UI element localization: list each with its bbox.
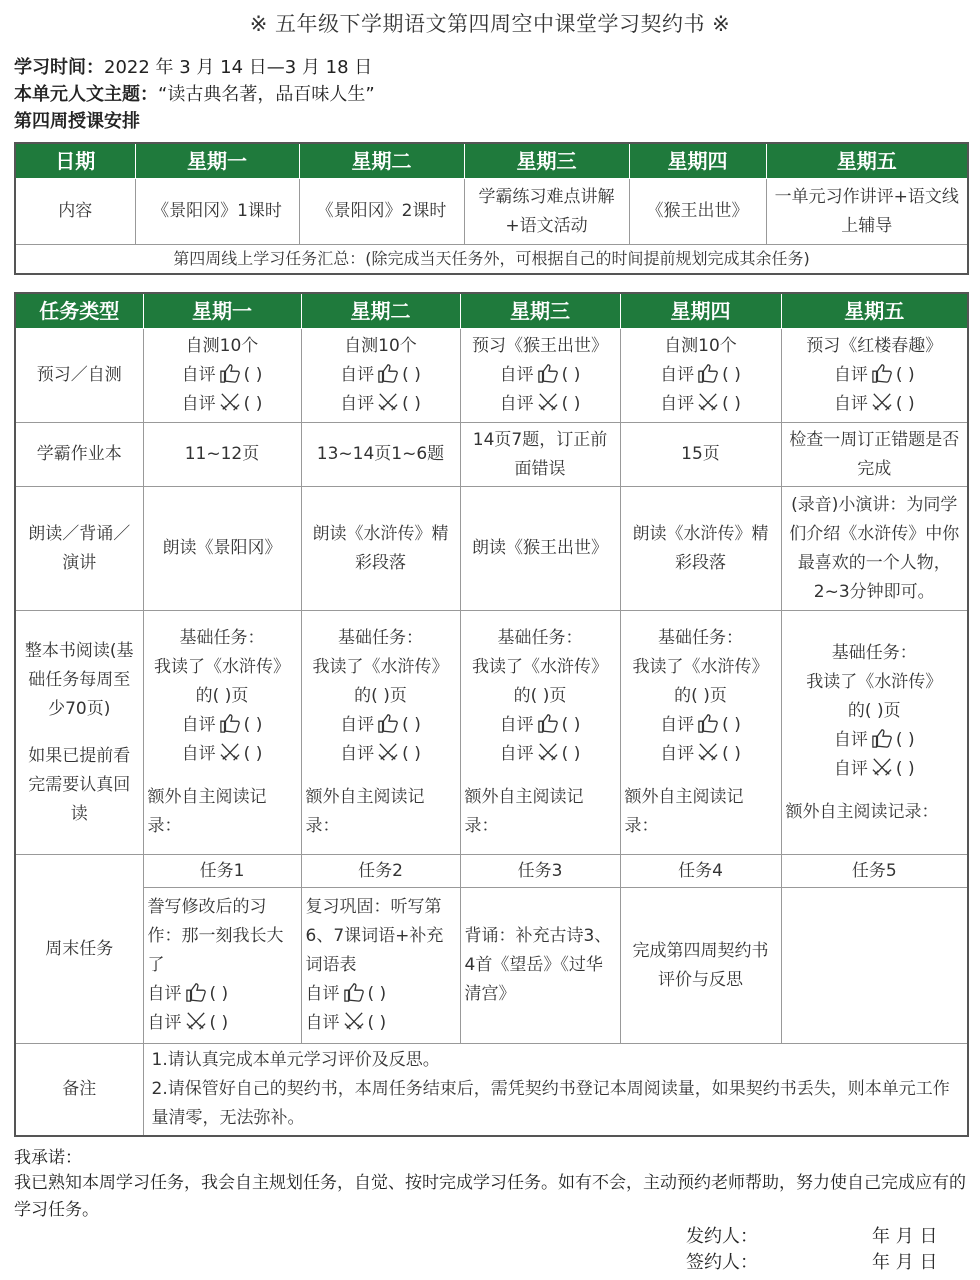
task-text: 自测10个: [664, 336, 737, 356]
read-line: 我读了《水浒传》: [806, 671, 943, 692]
read-line: 我读了《水浒传》: [154, 657, 290, 677]
thumbs-up-icon: [343, 982, 365, 1002]
thumbs-up-icon: [871, 728, 893, 748]
basic-task-label: 基础任务：: [658, 628, 743, 648]
read-line: 我读了《水浒传》: [472, 657, 608, 677]
homework-label: 学霸作业本: [15, 423, 143, 487]
thumbs-up-icon: [185, 982, 207, 1002]
tasks-header: 星期一: [143, 293, 301, 329]
page-line: 的( )页: [513, 686, 567, 706]
self-eval-thumbs: 自评 ( ): [305, 984, 387, 1004]
notes-label: 备注: [15, 1044, 143, 1136]
weekend-task-name: 任务2: [301, 855, 460, 888]
theme-value: “读古典名著，品百味人生”: [158, 84, 375, 105]
schedule-cell: 《猴王出世》: [629, 179, 766, 245]
crossed-swords-icon: [537, 392, 559, 412]
task-text: 复习巩固：听写第6、7课词语+补充词语表: [305, 897, 444, 975]
tasks-header: 星期五: [781, 293, 968, 329]
thumbs-up-icon: [537, 363, 559, 383]
self-eval-thumbs: 自评 ( ): [660, 715, 741, 735]
reading-row: [15, 487, 968, 611]
self-eval-thumbs: 自评 ( ): [833, 729, 915, 750]
self-eval-thumbs: 自评 ( ): [499, 365, 581, 385]
crossed-swords-icon: [185, 1011, 207, 1031]
task-text: 预习《猴王出世》: [472, 336, 608, 356]
reading-cell: 朗读《景阳冈》: [143, 487, 301, 611]
self-eval-cross: 自评 ( ): [181, 744, 263, 764]
crossed-swords-icon: [871, 757, 893, 777]
thumbs-up-icon: [537, 713, 559, 733]
homework-row: [15, 423, 968, 487]
page-title: ※ 五年级下学期语文第四周空中课堂学习契约书 ※: [249, 12, 731, 36]
self-eval-cross: 自评 ( ): [833, 394, 915, 414]
extra-reading-record: 额外自主阅读记录：: [147, 787, 267, 836]
extra-reading-record: 额外自主阅读记录：: [624, 787, 744, 836]
self-eval-thumbs: 自评 ( ): [181, 365, 263, 385]
preview-row: [15, 329, 968, 423]
schedule-header-row: [15, 143, 968, 179]
weekend-cell: 完成第四周契约书评价与反思: [620, 888, 781, 1044]
crossed-swords-icon: [377, 742, 399, 762]
homework-cell: 11~12页: [143, 423, 301, 487]
schedule-row-label: 内容: [15, 179, 135, 245]
notes-cell: [143, 1044, 968, 1136]
task-text: 自测10个: [344, 336, 417, 356]
pledge-label: 我承诺：: [14, 1148, 82, 1168]
thumbs-up-icon: [219, 363, 241, 383]
tasks-table: [14, 292, 969, 1137]
notes-line-2: 2.请保管好自己的契约书，本周任务结束后，需凭契约书登记本周阅读量，如果契约书丢失，则本单元工作量清零，无法弥补。: [151, 1078, 950, 1128]
book-cell: [301, 611, 460, 855]
schedule-header: 星期四: [629, 143, 766, 179]
weekend-task-name: 任务4: [620, 855, 781, 888]
weekend-task-names-row: [15, 855, 968, 888]
homework-cell: 15页: [620, 423, 781, 487]
schedule-cell: 学霸练习难点讲解+语文活动: [464, 179, 629, 245]
self-eval-cross: 自评 ( ): [499, 744, 581, 764]
preview-cell: [301, 329, 460, 423]
thumbs-up-icon: [219, 713, 241, 733]
self-eval-thumbs: 自评 ( ): [660, 365, 741, 385]
issuer-label: 发约人：: [686, 1226, 758, 1247]
crossed-swords-icon: [377, 392, 399, 412]
self-eval-cross: 自评 ( ): [660, 744, 741, 764]
tasks-header: 星期三: [460, 293, 620, 329]
self-eval-cross: 自评 ( ): [181, 394, 263, 414]
notes-line-1: 1.请认真完成本单元学习评价及反思。: [151, 1049, 440, 1070]
theme-label: 本单元人文主题：: [14, 84, 158, 105]
weekend-cell: [143, 888, 301, 1044]
self-eval-cross: 自评 ( ): [305, 1013, 387, 1033]
tasks-header: 星期二: [301, 293, 460, 329]
study-time-line: [14, 54, 372, 81]
preview-cell: [620, 329, 781, 423]
weekend-task-name: 任务1: [143, 855, 301, 888]
crossed-swords-icon: [219, 392, 241, 412]
preview-label: 预习／自测: [15, 329, 143, 423]
weekend-row: [15, 888, 968, 1044]
basic-task-label: 基础任务：: [338, 628, 423, 648]
schedule-content-row: [15, 179, 968, 245]
read-line: 我读了《水浒传》: [632, 657, 769, 677]
reading-cell: 朗读《水浒传》精彩段落: [620, 487, 781, 611]
preview-cell: [143, 329, 301, 423]
self-eval-cross: 自评 ( ): [340, 394, 421, 414]
self-eval-cross: 自评 ( ): [340, 744, 421, 764]
weekend-task-name: 任务3: [460, 855, 620, 888]
book-cell: [781, 611, 968, 855]
pledge-text: 我已熟知本周学习任务，我会自主规划任务，自觉、按时完成学习任务。如有不会，主动预约老师帮助，努力使自己完成应有的学习任务。: [14, 1173, 966, 1220]
crossed-swords-icon: [343, 1011, 365, 1031]
reading-label: 朗读／背诵／演讲: [15, 487, 143, 611]
self-eval-cross: 自评 ( ): [499, 394, 581, 414]
schedule-cell: 《景阳冈》1课时: [135, 179, 299, 245]
weekend-cell: [781, 888, 968, 1044]
thumbs-up-icon: [697, 363, 719, 383]
page-line: 的( )页: [674, 686, 727, 706]
schedule-header: 星期三: [464, 143, 629, 179]
book-cell: [460, 611, 620, 855]
schedule-cell: 一单元习作讲评+语文线上辅导: [766, 179, 968, 245]
extra-reading-record: 额外自主阅读记录：: [305, 787, 425, 836]
self-eval-cross: 自评 ( ): [660, 394, 741, 414]
schedule-header: 星期五: [766, 143, 968, 179]
schedule-summary-row: [15, 245, 968, 275]
schedule-header: 日期: [15, 143, 135, 179]
page-line: 的( )页: [195, 686, 249, 706]
basic-task-label: 基础任务：: [831, 642, 917, 663]
preview-cell: [460, 329, 620, 423]
crossed-swords-icon: [219, 742, 241, 762]
book-cell: [143, 611, 301, 855]
task-text: 自测10个: [185, 336, 259, 356]
book-label-note: 如果已提前看完需要认真回读: [28, 745, 131, 824]
thumbs-up-icon: [871, 363, 893, 383]
task-text: 预习《红楼春趣》: [806, 336, 943, 356]
issuer-date: 年 月 日: [872, 1226, 938, 1247]
book-label-main: 整本书阅读(基础任务每周至少70页): [24, 640, 134, 719]
reading-cell: 朗读《猴王出世》: [460, 487, 620, 611]
self-eval-thumbs: 自评 ( ): [499, 715, 581, 735]
theme-line: [14, 81, 375, 108]
self-eval-cross: 自评 ( ): [833, 758, 915, 779]
homework-cell: 检查一周订正错题是否完成: [781, 423, 968, 487]
study-time-label: 学习时间：: [14, 57, 104, 78]
homework-cell: 13~14页1~6题: [301, 423, 460, 487]
task-text: 誊写修改后的习作：那一刻我长大了: [147, 897, 284, 975]
crossed-swords-icon: [697, 742, 719, 762]
read-line: 我读了《水浒传》: [312, 657, 449, 677]
weekend-task-name: 任务5: [781, 855, 968, 888]
homework-cell: 14页7题，订正前面错误: [460, 423, 620, 487]
crossed-swords-icon: [871, 392, 893, 412]
self-eval-thumbs: 自评 ( ): [340, 715, 421, 735]
study-time-value: 2022 年 3 月 14 日—3 月 18 日: [104, 57, 373, 78]
crossed-swords-icon: [537, 742, 559, 762]
tasks-header: 星期四: [620, 293, 781, 329]
self-eval-thumbs: 自评 ( ): [833, 365, 915, 385]
schedule-heading: 第四周授课安排: [14, 111, 140, 132]
basic-task-label: 基础任务：: [497, 628, 583, 648]
book-row: [15, 611, 968, 855]
crossed-swords-icon: [697, 392, 719, 412]
weekend-cell: 背诵：补充古诗3、4首《望岳》《过华清宫》: [460, 888, 620, 1044]
weekend-cell: [301, 888, 460, 1044]
self-eval-thumbs: 自评 ( ): [340, 365, 421, 385]
page-line: 的( )页: [354, 686, 407, 706]
weekend-label: 周末任务: [15, 855, 143, 1044]
reading-cell: 朗读《水浒传》精彩段落: [301, 487, 460, 611]
schedule-summary: 第四周线上学习任务汇总：(除完成当天任务外，可根据自己的时间提前规划完成其余任务): [15, 245, 968, 275]
basic-task-label: 基础任务：: [179, 628, 265, 648]
thumbs-up-icon: [377, 713, 399, 733]
tasks-header-row: [15, 293, 968, 329]
signer-date: 年 月 日: [872, 1252, 938, 1273]
book-label: [15, 611, 143, 855]
schedule-header: 星期二: [299, 143, 464, 179]
thumbs-up-icon: [377, 363, 399, 383]
self-eval-thumbs: 自评 ( ): [147, 984, 229, 1004]
book-cell: [620, 611, 781, 855]
preview-cell: [781, 329, 968, 423]
schedule-table: [14, 142, 969, 275]
notes-row: [15, 1044, 968, 1136]
thumbs-up-icon: [697, 713, 719, 733]
schedule-cell: 《景阳冈》2课时: [299, 179, 464, 245]
page-line: 的( )页: [847, 700, 901, 721]
schedule-header: 星期一: [135, 143, 299, 179]
signer-label: 签约人：: [686, 1252, 758, 1273]
extra-reading-record: 额外自主阅读记录：: [785, 801, 939, 822]
self-eval-cross: 自评 ( ): [147, 1013, 229, 1033]
reading-cell: (录音)小演讲：为同学们介绍《水浒传》中你最喜欢的一个人物，2~3分钟即可。: [781, 487, 968, 611]
tasks-header: 任务类型: [15, 293, 143, 329]
self-eval-thumbs: 自评 ( ): [181, 715, 263, 735]
extra-reading-record: 额外自主阅读记录：: [464, 787, 584, 836]
